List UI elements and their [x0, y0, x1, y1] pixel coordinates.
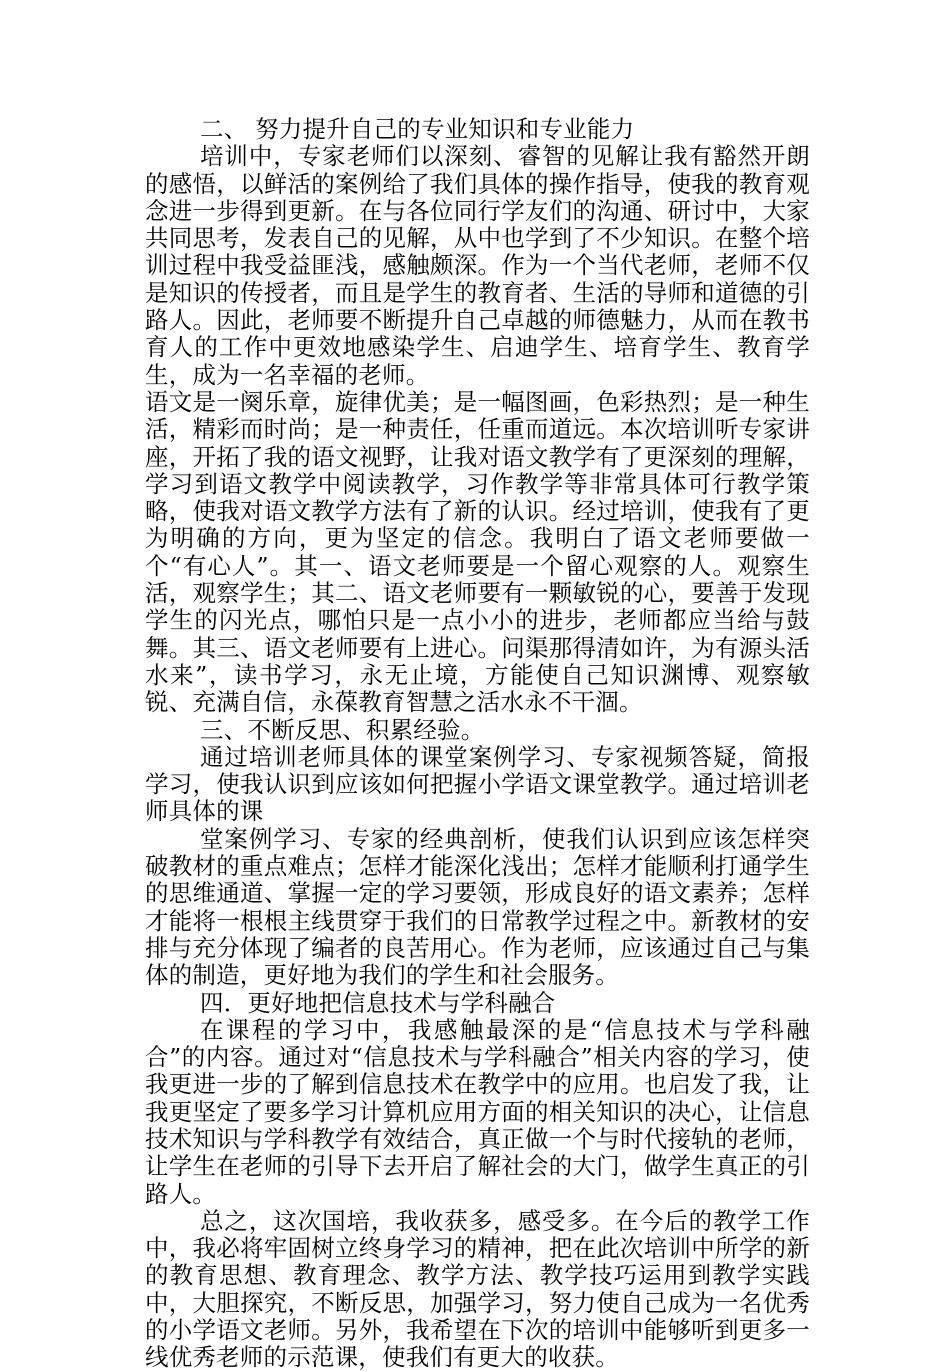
section-heading-4: 四．更好地把信息技术与学科融合	[200, 988, 556, 1017]
paragraph-chinese-language: 语文是一阕乐章，旋律优美；是一幅图画，色彩热烈；是一种生活，精彩而时尚；是一种责任，任重而道远。本次培训听专家讲座，开拓了我的语文视野，让我对语文教学有了更深刻的理解，学习到语文教学中阅读教学，习作教学等非常具体可行教学策略，使我对语文教学方法有了新的认识。经过培训，使我有了更为明确的方向，更为坚定的信念。我明白了语文老师要做一个“有心人”。其一、语文老师要是一个留心观察的人。观察生活，观察学生；其二、语文老师要有一颗敏锐的心，要善于发现学生的闪光点，哪怕只是一点小小的进步，老师都应当给与鼓舞。其三、语文老师要有上进心。问渠那得清如许，为有源头活水来”，读书学习，永无止境，方能使自己知识渊博、观察敏锐、充满自信，永葆教育智慧之活水永不干涸。	[145, 387, 810, 717]
paragraph-info-tech: 在课程的学习中，我感触最深的是“信息技术与学科融合”的内容。通过对“信息技术与学科融合”相关内容的学习，使我更进一步的了解到信息技术在教学中的应用。也启发了我，让我更坚定了要多学习计算机应用方面的相关知识的决心，让信息技术知识与学科教学有效结合，真正做一个与时代接轨的老师，让学生在老师的引导下去开启了解社会的大门，做学生真正的引路人。	[145, 1015, 810, 1208]
section-heading-2: 二、 努力提升自己的专业知识和专业能力	[200, 115, 635, 143]
paragraph-training-insights: 培训中，专家老师们以深刻、睿智的见解让我有豁然开朗的感悟，以鲜活的案例给了我们具体的操作指导，使我的教育观念进一步得到更新。在与各位同行学友们的沟通、研讨中，大家共同思考，发表自己的见解，从中也学到了不少知识。在整个培训过程中我受益匪浅，感触颇深。作为一个当代老师，老师不仅是知识的传授者，而且是学生的教育者、生活的导师和道德的引路人。因此，老师要不断提升自己卓越的师德魅力，从而在教书育人的工作中更效地感染学生、启迪学生、培育学生、教育学生，成为一名幸福的老师。	[145, 142, 810, 389]
paragraph-case-study: 堂案例学习、专家的经典剖析，使我们认识到应该怎样突破教材的重点难点；怎样才能深化浅出；怎样才能顺利打通学生的思维通道、掌握一定的学习要领，形成良好的语文素养；怎样才能将一根根主线贯穿于我们的日常教学过程之中。新教材的安排与充分体现了编者的良苦用心。作为老师，应该通过自己与集体的制造，更好地为我们的学生和社会服务。	[145, 824, 810, 990]
paragraph-reflection: 通过培训老师具体的课堂案例学习、专家视频答疑，简报学习，使我认识到应该如何把握小学语文课堂教学。通过培训老师具体的课	[145, 742, 810, 826]
section-heading-3: 三、不断反思、积累经验。	[200, 715, 485, 744]
document-body	[145, 116, 810, 1372]
paragraph-conclusion: 总之，这次国培，我收获多，感受多。在今后的教学工作中，我必将牢固树立终身学习的精神，把在此次培训中所学的新的教育思想、教育理念、教学方法、教学技巧运用到教学实践中，大胆探究，不断反思，加强学习，努力使自己成为一名优秀的小学语文老师。另外，我希望在下次的培训中能够听到更多一线优秀老师的示范课，使我们有更大的收获。	[145, 1206, 810, 1372]
